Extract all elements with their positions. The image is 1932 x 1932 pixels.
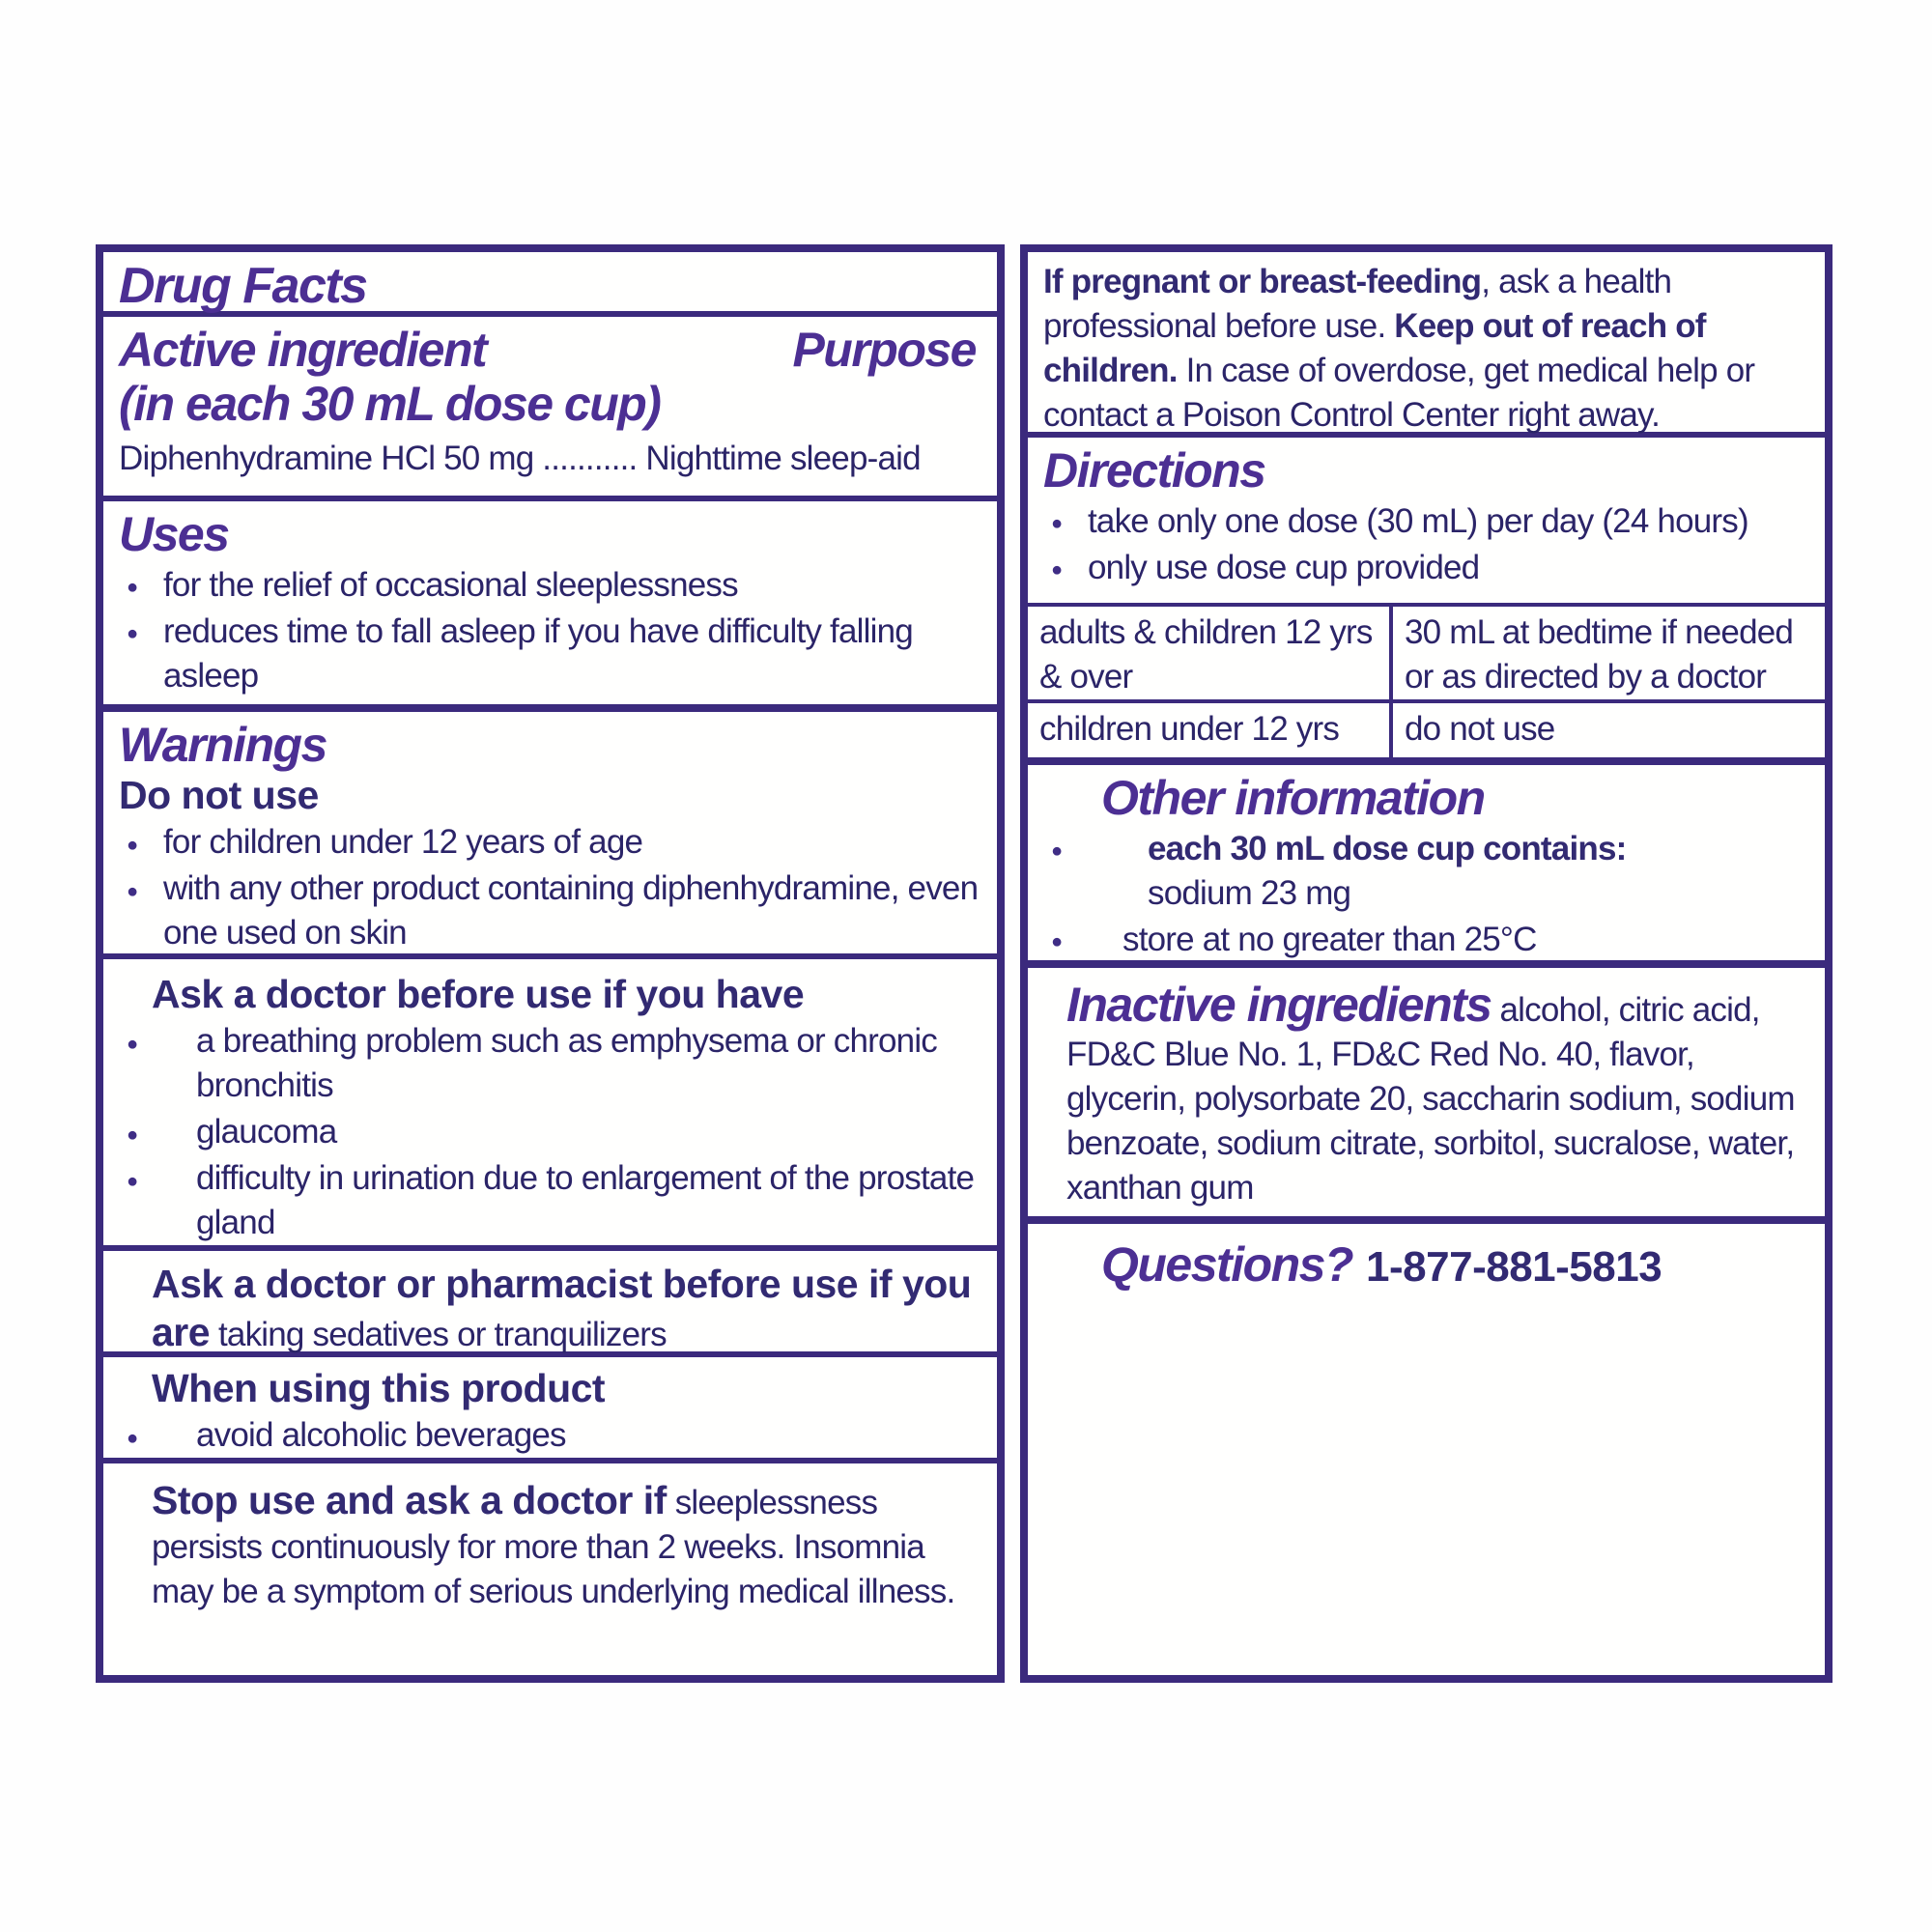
directions-bullet: ● only use dose cup provided	[1043, 546, 1811, 590]
pregnancy-warning-bold: If pregnant or breast-feeding	[1043, 263, 1482, 300]
when-using-section	[103, 1357, 997, 1463]
directions-bullet: ● take only one dose (30 mL) per day (24 hours)	[1043, 499, 1811, 544]
overdose-text: In case of overdose, get medical help or contact a Poison Control Center right away.	[1043, 352, 1755, 434]
ask-doctor-heading: Ask a doctor before use if you have	[152, 972, 805, 1016]
warnings-section	[103, 712, 997, 959]
active-ingredient-heading: Active ingredient	[119, 323, 487, 377]
when-using-bullet: ● avoid alcoholic beverages	[119, 1413, 983, 1458]
questions-phone-number: 1-877-881-5813	[1366, 1243, 1662, 1291]
dosage-row-children	[1028, 703, 1825, 757]
dose-cup-contains-bold: each 30 mL dose cup contains:	[1148, 830, 1627, 867]
uses-bullet: ● for the relief of occasional sleeplessness	[119, 563, 983, 608]
pregnancy-warning-section	[1028, 252, 1825, 438]
other-information-section	[1028, 765, 1825, 968]
questions-heading: Questions?	[1101, 1237, 1353, 1292]
stop-use-section	[103, 1463, 997, 1675]
dosage-age-cell: children under 12 yrs	[1028, 703, 1393, 757]
ask-doctor-bullet: ● glaucoma	[119, 1110, 983, 1154]
do-not-use-bullet: ● with any other product containing diphenhydramine, even one used on skin	[119, 867, 983, 955]
directions-heading: Directions	[1043, 443, 1265, 497]
ask-doctor-bullet: ● difficulty in urination due to enlargement of the prostate gland	[119, 1156, 983, 1245]
pregnancy-warning-text: , ask a health professional before use.	[1043, 263, 1672, 345]
when-using-heading: When using this product	[152, 1366, 606, 1410]
dosage-table	[1028, 607, 1825, 765]
inactive-ingredients-section	[1028, 968, 1825, 1224]
ask-pharmacist-section	[103, 1251, 997, 1357]
ask-pharmacist-bold: Ask a doctor or pharmacist before use if you are	[152, 1262, 972, 1354]
dosage-amount-cell: do not use	[1405, 710, 1555, 748]
active-ingredient-subheading: (in each 30 mL dose cup)	[119, 377, 661, 431]
do-not-use-heading: Do not use	[119, 773, 319, 817]
uses-heading: Uses	[119, 507, 229, 561]
ask-doctor-bullet: ● a breathing problem such as emphysema or chronic bronchitis	[119, 1019, 983, 1108]
ask-doctor-section	[103, 959, 997, 1251]
warnings-heading: Warnings	[119, 718, 327, 772]
left-panel	[96, 244, 1005, 1683]
purpose-heading: Purpose	[792, 323, 976, 377]
inactive-ingredients-list: alcohol, citric acid, FD&C Blue No. 1, FD&C Red No. 40, flavor, glycerin, polysorbate 20, saccharin sodium, sodium benzoate, sodium citrate, sorbitol, sucralose, water, xanthan gum	[1066, 991, 1795, 1207]
dosage-row-adults	[1028, 607, 1825, 703]
directions-section	[1028, 438, 1825, 607]
do-not-use-bullet: ● for children under 12 years of age	[119, 820, 983, 865]
dosage-amount-cell: 30 mL at bedtime if needed or as directed by a doctor	[1405, 613, 1794, 696]
drug-facts-title-section	[103, 252, 997, 317]
dosage-age-cell: adults & children 12 yrs & over	[1028, 607, 1393, 699]
stop-use-rest: sleeplessness persists continuously for more than 2 weeks. Insomnia may be a symptom of serious underlying medical illness.	[152, 1484, 955, 1610]
sodium-amount: sodium 23 mg	[1148, 874, 1351, 912]
questions-section	[1028, 1224, 1825, 1675]
storage-bullet: ● store at no greater than 25°C	[1043, 918, 1811, 962]
active-ingredient-section	[103, 317, 997, 501]
active-ingredient-line: Diphenhydramine HCl 50 mg ........... Nighttime sleep-aid	[119, 440, 921, 477]
ask-pharmacist-rest: taking sedatives or tranquilizers	[210, 1316, 667, 1353]
right-panel	[1020, 244, 1833, 1683]
stop-use-bold: Stop use and ask a doctor if	[152, 1478, 667, 1522]
uses-section	[103, 501, 997, 712]
keep-out-of-reach-bold: Keep out of reach of children.	[1043, 307, 1706, 389]
uses-bullet: ● reduces time to fall asleep if you have difficulty falling asleep	[119, 610, 983, 698]
inactive-ingredients-heading: Inactive ingredients	[1066, 978, 1492, 1032]
drug-facts-title: Drug Facts	[119, 258, 367, 314]
other-information-heading: Other information	[1101, 771, 1485, 825]
